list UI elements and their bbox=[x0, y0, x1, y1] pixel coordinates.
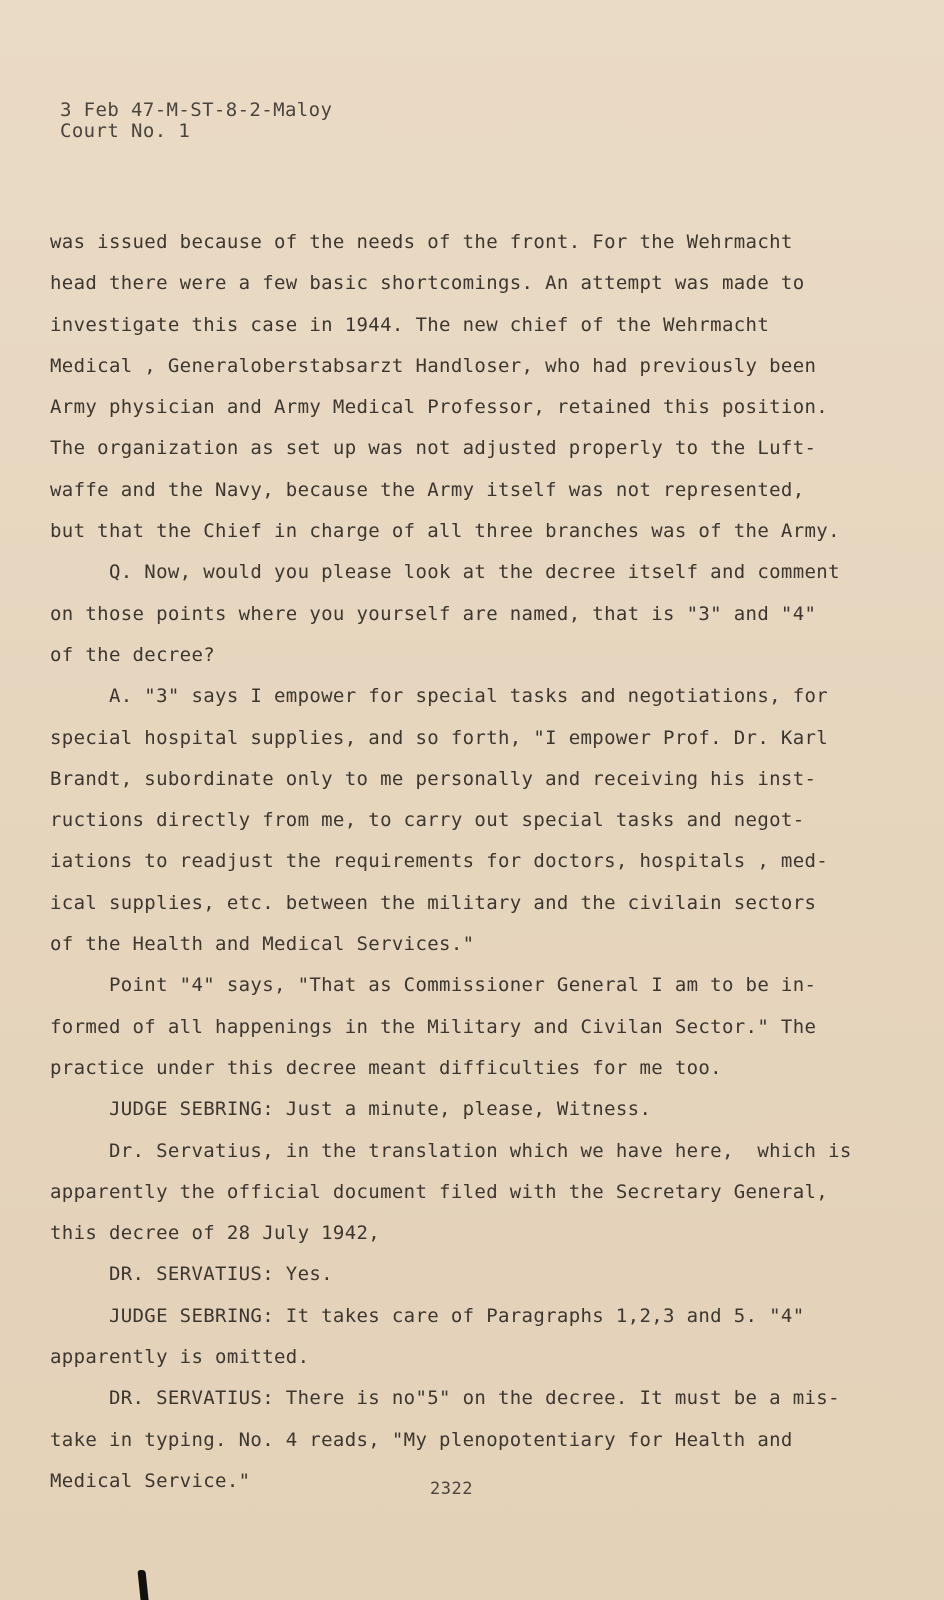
text-line: JUDGE SEBRING: Just a minute, please, Witness. bbox=[50, 1098, 652, 1121]
page-number: 2322 bbox=[430, 1479, 473, 1499]
header-court: Court No. 1 bbox=[60, 120, 191, 142]
binding-mark bbox=[137, 1570, 148, 1600]
text-line: ical supplies, etc. between the military and the civilain sectors bbox=[50, 891, 817, 914]
text-line: formed of all happenings in the Military and Civilan Sector." The bbox=[50, 1015, 817, 1038]
text-line: investigate this case in 1944. The new chief of the Wehrmacht bbox=[50, 313, 770, 336]
text-line: Point "4" says, "That as Commissioner General I am to be in- bbox=[50, 974, 817, 997]
text-line: Medical , Generaloberstabsarzt Handloser, who had previously been bbox=[50, 354, 817, 377]
text-line: of the decree? bbox=[50, 643, 216, 666]
document-header bbox=[60, 100, 332, 142]
text-line: ructions directly from me, to carry out special tasks and negot- bbox=[50, 809, 805, 832]
text-line: DR. SERVATIUS: Yes. bbox=[50, 1263, 333, 1286]
text-line: apparently is omitted. bbox=[50, 1346, 310, 1369]
text-line: special hospital supplies, and so forth, "I empower Prof. Dr. Karl bbox=[50, 726, 829, 749]
text-line: but that the Chief in charge of all three branches was of the Army. bbox=[50, 520, 840, 543]
text-line: take in typing. No. 4 reads, "My plenopotentiary for Health and bbox=[50, 1428, 793, 1451]
text-line: Q. Now, would you please look at the decree itself and comment bbox=[50, 561, 840, 584]
text-line: apparently the official document filed with the Secretary General, bbox=[50, 1180, 829, 1203]
text-line: Brandt, subordinate only to me personally and receiving his inst- bbox=[50, 767, 817, 790]
header-reference: 3 Feb 47-M-ST-8-2-Maloy bbox=[60, 99, 333, 121]
text-line: head there were a few basic shortcomings. An attempt was made to bbox=[50, 272, 805, 295]
text-line: A. "3" says I empower for special tasks and negotiations, for bbox=[50, 685, 829, 708]
text-line: DR. SERVATIUS: There is no"5" on the decree. It must be a mis- bbox=[50, 1387, 840, 1410]
text-line: practice under this decree meant difficulties for me too. bbox=[50, 1056, 722, 1079]
text-line: on those points where you yourself are named, that is "3" and "4" bbox=[50, 602, 817, 625]
text-line: waffe and the Navy, because the Army itself was not represented, bbox=[50, 478, 805, 501]
text-line: Dr. Servatius, in the translation which we have here, which is bbox=[50, 1139, 852, 1162]
text-line: Army physician and Army Medical Professor, retained this position. bbox=[50, 396, 829, 419]
text-line: The organization as set up was not adjusted properly to the Luft- bbox=[50, 437, 817, 460]
text-line: iations to readjust the requirements for doctors, hospitals , med- bbox=[50, 850, 829, 873]
transcript-body bbox=[50, 222, 910, 1502]
text-line: of the Health and Medical Services." bbox=[50, 933, 475, 956]
text-line: JUDGE SEBRING: It takes care of Paragraphs 1,2,3 and 5. "4" bbox=[50, 1304, 805, 1327]
text-line: Medical Service." bbox=[50, 1469, 251, 1492]
text-line: was issued because of the needs of the front. For the Wehrmacht bbox=[50, 231, 793, 253]
text-line: this decree of 28 July 1942, bbox=[50, 1222, 381, 1245]
